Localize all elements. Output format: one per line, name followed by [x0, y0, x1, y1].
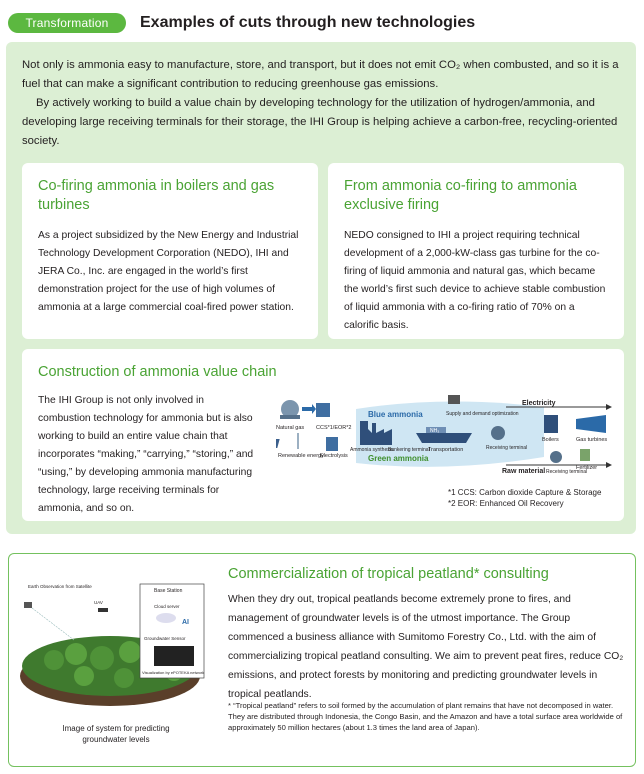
fertilizer-label: Fertilizer — [576, 465, 598, 471]
ccs-icon — [316, 403, 330, 417]
tree-7 — [114, 668, 134, 688]
cloud-server-label: Cloud server — [154, 604, 180, 609]
peatland-illustration — [14, 580, 210, 720]
ccs-eor-label: CCS*1/EOR*2 — [316, 425, 352, 431]
tree-1 — [44, 650, 64, 670]
synthesis-label: Ammonia synthesis — [350, 447, 394, 453]
illustration-caption: Image of system for predicting groundwater levels — [62, 724, 170, 744]
peatland-text: When they dry out, tropical peatlands become extremely prone to fires, and management of groundwater levels is of the utmost importance. The Group commenced a business alliance with Sumitomo Forestry Co., Ltd. with the aim of commercializing tropical peatland consulting. We aim to prevent peat fires, reduce CO₂ emissions, and protect forests by monitoring and predicting groundwater levels in tropical peatlands. — [228, 594, 624, 700]
receiving-terminal-2-icon — [550, 451, 562, 463]
tree-4 — [119, 641, 141, 663]
peatland-title: Commercialization of tropical peatland* consulting — [228, 566, 549, 582]
receiving-terminal-2-label: Receiving terminal — [546, 469, 588, 475]
natural-gas-label: Natural gas — [276, 425, 305, 431]
intro-text — [22, 56, 622, 151]
nh3-label: NH₃ — [430, 428, 440, 434]
blue-ammonia-label: Blue ammonia — [368, 410, 423, 419]
satellite-beam — [32, 608, 74, 640]
renewable-label: Renewable energy — [278, 453, 324, 459]
satellite-label: Earth Observation from Satellite — [28, 584, 92, 589]
base-station-label: Base Station — [154, 588, 183, 594]
natural-gas-base — [280, 415, 300, 419]
value-chain-diagram — [276, 393, 620, 485]
exclusive-firing-text: NEDO consigned to IHI a project requiring technical development of a 2,000-kW-class gas turbine for the co-firing of liquid ammonia and natural gas, which became the world’s first such device to achieve stable combustion of liquid ammonia with a co-firing ratio of 70% on a calorific basis. — [344, 230, 606, 331]
visualization-label: Visualization by ePOTEKA network — [142, 670, 205, 675]
blue-flow-arrow — [302, 404, 316, 414]
tree-3 — [90, 646, 114, 670]
green-ammonia-label: Green ammonia — [368, 454, 429, 463]
cofiring-text: As a project subsidized by the New Energy and Industrial Technology Development Corporation (NEDO), IHI and JERA Co., Inc. are engaged in the world’s first demonstration project for the use of high volumes of ammonia at a large commercial coal-fired power station. — [38, 230, 299, 313]
cloud-icon — [156, 613, 176, 623]
electricity-label: Electricity — [522, 400, 556, 407]
fertilizer-icon — [580, 449, 590, 461]
gas-turbines-label: Gas turbines — [576, 437, 608, 443]
boiler-icon — [544, 415, 558, 433]
supply-label: Supply and demand optimization — [446, 411, 519, 417]
value-chain-text: The IHI Group is not only involved in combustion technology for ammonia but is also working to build an entire value chain that incorporates “making,” “carrying,” “storing,” and “using,” by developing ammonia manufacturing technology, large receiving terminals for ammonia, and so on. — [38, 395, 254, 514]
raw-material-arrowhead — [606, 462, 612, 468]
value-chain-footnotes — [448, 487, 601, 509]
cofiring-card — [22, 163, 318, 339]
intro-paragraph-2: By actively working to build a value chain by developing technology for the utilization of hydrogen/ammonia, and developing large receiving terminals for their storage, the IHI Group is helping achieve a carbon-free, recycling-oriented society. — [22, 97, 618, 147]
uav-label: UAV — [94, 600, 103, 605]
ai-label: AI — [182, 619, 189, 626]
receiving-terminal-icon — [491, 426, 505, 440]
cofiring-title: Co-firing ammonia in boilers and gas turbines — [38, 178, 275, 213]
intro-paragraph-1: Not only is ammonia easy to manufacture, store, and transport, but it does not emit CO₂ when combusted, and so it is a fuel that can make a significant contribution to reducing greenhouse gas emissions. — [22, 59, 619, 90]
page-title: Examples of cuts through new technologies — [140, 14, 476, 31]
receiving-terminal-label: Receiving terminal — [486, 445, 528, 451]
footnote-ccs: *1 CCS: Carbon dioxide Capture & Storage — [448, 488, 602, 497]
footnote-eor: *2 EOR: Enhanced Oil Recovery — [448, 499, 564, 508]
tree-2 — [65, 643, 87, 665]
ship-icon — [416, 433, 472, 443]
tree-6 — [74, 666, 94, 686]
transportation-label: Transportation — [428, 447, 464, 453]
bunkering-label: Bunkering terminal — [388, 447, 430, 453]
raw-material-label: Raw material — [502, 468, 546, 475]
exclusive-firing-card — [328, 163, 624, 339]
section-tag: Transformation — [8, 13, 126, 33]
electrolysis-icon — [326, 437, 338, 451]
electricity-arrowhead — [606, 404, 612, 410]
optimization-monitor-icon — [448, 395, 460, 404]
uav-icon — [98, 608, 108, 612]
peatland-footnote: * “Tropical peatland” refers to soil formed by the accumulation of plant remains that have not decomposed in water. They are distributed through Indonesia, the Congo Basin, and the Amazon and have a total surface area worldwide of approximately 50 million hectares (about 1.3 times the land area of Japan). — [228, 701, 623, 732]
value-chain-title: Construction of ammonia value chain — [38, 364, 277, 380]
exclusive-firing-title: From ammonia co-firing to ammonia exclusive firing — [344, 178, 577, 213]
boilers-label: Boilers — [542, 437, 559, 443]
electrolysis-label: Electrolysis — [320, 453, 348, 459]
visualization-screen — [154, 646, 194, 666]
gw-sensor-label: Groundwater Sensor — [144, 636, 186, 641]
satellite-icon — [24, 602, 32, 608]
gas-turbine-icon — [576, 415, 606, 433]
solar-panel-icon — [276, 439, 280, 448]
section-header — [8, 12, 636, 34]
